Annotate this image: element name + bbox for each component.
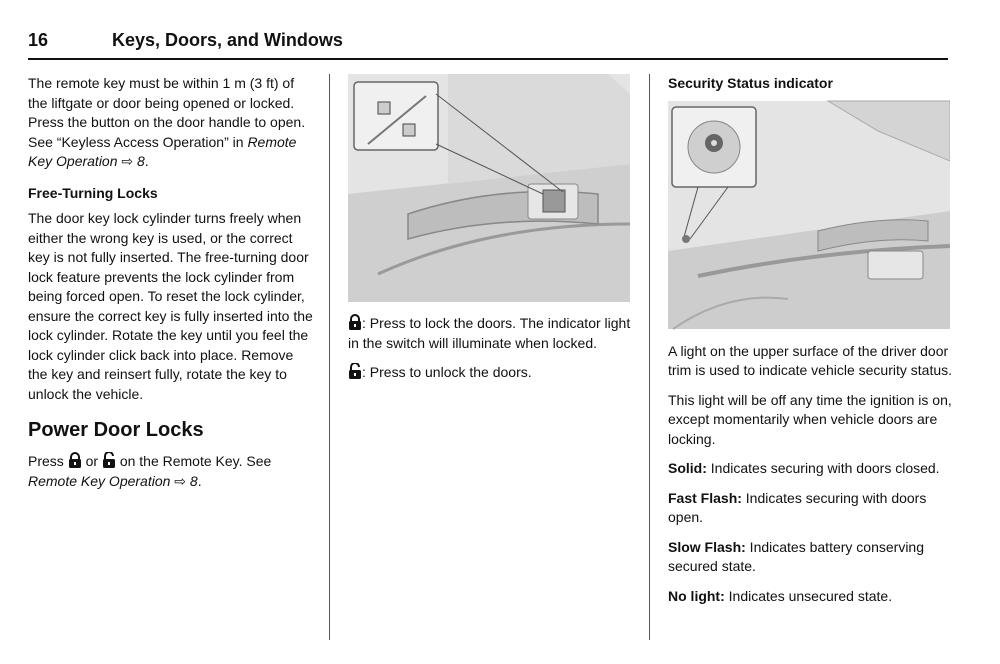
security-paragraph-1: A light on the upper surface of the driver door trim is used to indicate vehicle security status. [668, 342, 953, 378]
door-lock-switch-illustration [348, 74, 630, 302]
fast-flash-state: Fast Flash: Indicates securing with doors open. [668, 489, 927, 525]
page-reference: ⇨ 8 [121, 153, 145, 169]
column-divider [649, 74, 650, 640]
security-indicator-illustration [668, 100, 950, 330]
page-reference: ⇨ 8 [174, 472, 198, 489]
column-middle [348, 74, 634, 393]
solid-state: Solid: Indicates securing with doors closed. [668, 460, 940, 476]
power-door-locks-heading: Power Door Locks [28, 419, 204, 441]
column-left [28, 74, 314, 501]
lock-icon [68, 452, 82, 468]
free-turning-heading: Free-Turning Locks [28, 184, 158, 201]
intro-paragraph: The remote key must be within 1 m (3 ft) of the liftgate or door being opened or locked. Press the button on the door handle to open. See “Keyless Access Operation” in Remote Key Operation ⇨ 8. [28, 75, 306, 169]
power-door-paragraph: Press or on the Remote Key. See Remote Key Operation ⇨ 8. [28, 453, 272, 489]
security-status-heading: Security Status indicator [668, 75, 833, 91]
page-header [28, 30, 948, 60]
column-right [668, 74, 952, 616]
column-divider [329, 74, 330, 640]
security-paragraph-2: This light will be off any time the ignition is on, except momentarily when vehicle doors are locking. [668, 391, 952, 447]
no-light-state: No light: Indicates unsecured state. [668, 587, 893, 604]
free-turning-paragraph: The door key lock cylinder turns freely when either the wrong key is used, or the correct key is not fully inserted. The free-turning door lock feature prevents the lock cylinder from being forced open. To reset the lock cylinder, ensure the correct key is fully inserted into the lock cylinder. Rotate the key until you feel the lock cylinder click back into place. Remove the key and reinsert fully, rotate the key to unlock the vehicle. [28, 210, 313, 402]
remote-key-reference: Remote Key Operation [28, 133, 297, 169]
slow-flash-state: Slow Flash: Indicates battery conserving secured state. [668, 538, 925, 574]
lock-icon [348, 314, 362, 330]
page-number: 16 [28, 30, 49, 50]
unlock-description: : Press to unlock the doors. [348, 363, 634, 383]
lock-description: : Press to lock the doors. The indicator light in the switch will illuminate when locked. [348, 315, 631, 351]
unlock-icon [348, 363, 362, 379]
unlock-icon [102, 452, 116, 468]
chapter-title: Keys, Doors, and Windows [112, 30, 343, 50]
remote-key-reference: Remote Key Operation [28, 472, 171, 489]
